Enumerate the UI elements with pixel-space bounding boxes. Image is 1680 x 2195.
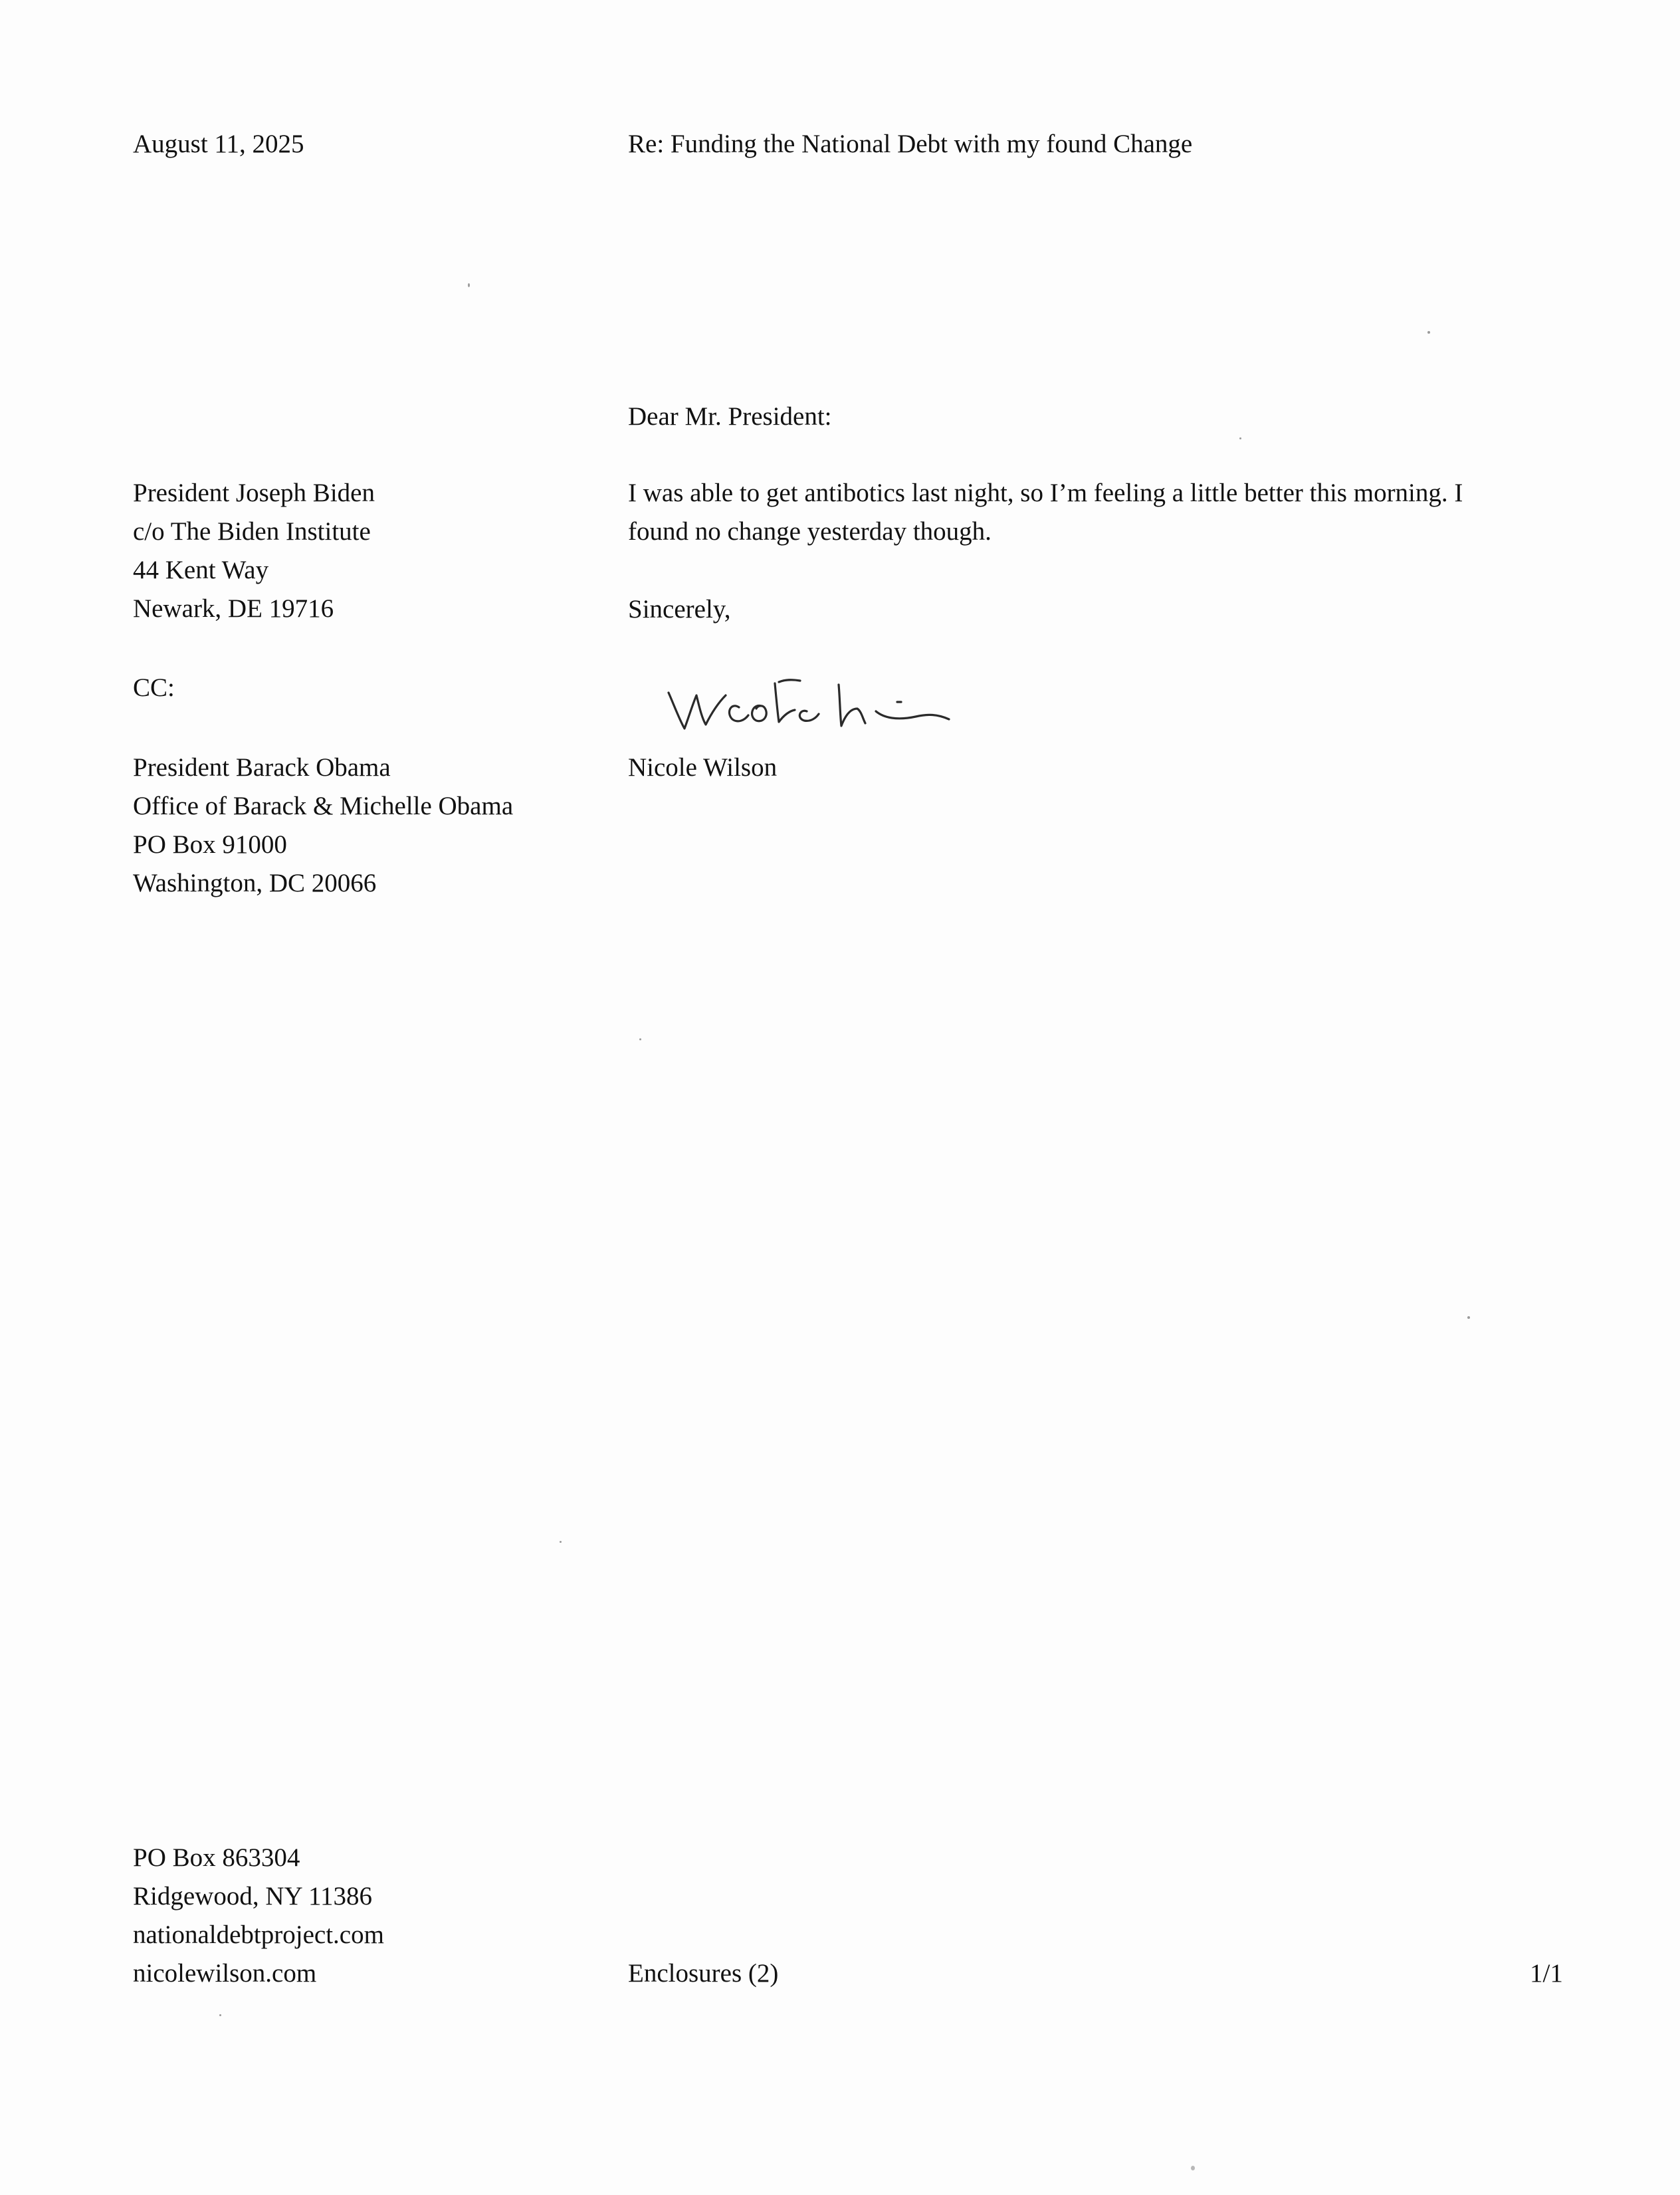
cc-line: President Barack Obama <box>133 753 391 782</box>
letter-subject: Re: Funding the National Debt with my found Change <box>628 130 1193 158</box>
recipient-line: 44 Kent Way <box>133 556 269 584</box>
scan-speck <box>468 283 470 287</box>
cc-line: Washington, DC 20066 <box>133 869 377 897</box>
closing: Sincerely, <box>628 595 731 624</box>
handwritten-signature <box>665 665 984 751</box>
scan-speck <box>1467 1316 1470 1319</box>
scan-speck <box>560 1541 562 1543</box>
sender-line: PO Box 863304 <box>133 1843 300 1872</box>
sender-line: nationaldebtproject.com <box>133 1920 384 1949</box>
body-line: I was able to get antibotics last night, so I’m feeling a little better this morning. I <box>628 479 1463 507</box>
recipient-line: President Joseph Biden <box>133 479 375 507</box>
recipient-line: c/o The Biden Institute <box>133 517 371 546</box>
scan-speck <box>1191 2166 1195 2170</box>
sender-line: nicolewilson.com <box>133 1959 317 1988</box>
scan-speck <box>219 2014 221 2016</box>
scan-speck <box>639 1038 641 1040</box>
sender-address <box>133 1839 384 1993</box>
cc-label: CC: <box>133 673 175 702</box>
letter-date: August 11, 2025 <box>133 130 304 158</box>
cc-line: PO Box 91000 <box>133 830 287 859</box>
signer-name: Nicole Wilson <box>628 753 778 782</box>
cc-line: Office of Barack & Michelle Obama <box>133 792 514 820</box>
enclosures-note: Enclosures (2) <box>628 1959 779 1988</box>
letter-body <box>628 474 1512 551</box>
scan-speck <box>1427 331 1430 334</box>
sender-line: Ridgewood, NY 11386 <box>133 1882 373 1910</box>
page-number: 1/1 <box>1530 1959 1563 1988</box>
cc-address <box>133 749 513 903</box>
body-line: found no change yesterday though. <box>628 517 992 546</box>
recipient-address <box>133 474 375 628</box>
salutation: Dear Mr. President: <box>628 402 832 431</box>
scan-speck <box>1239 437 1241 439</box>
recipient-line: Newark, DE 19716 <box>133 594 334 623</box>
